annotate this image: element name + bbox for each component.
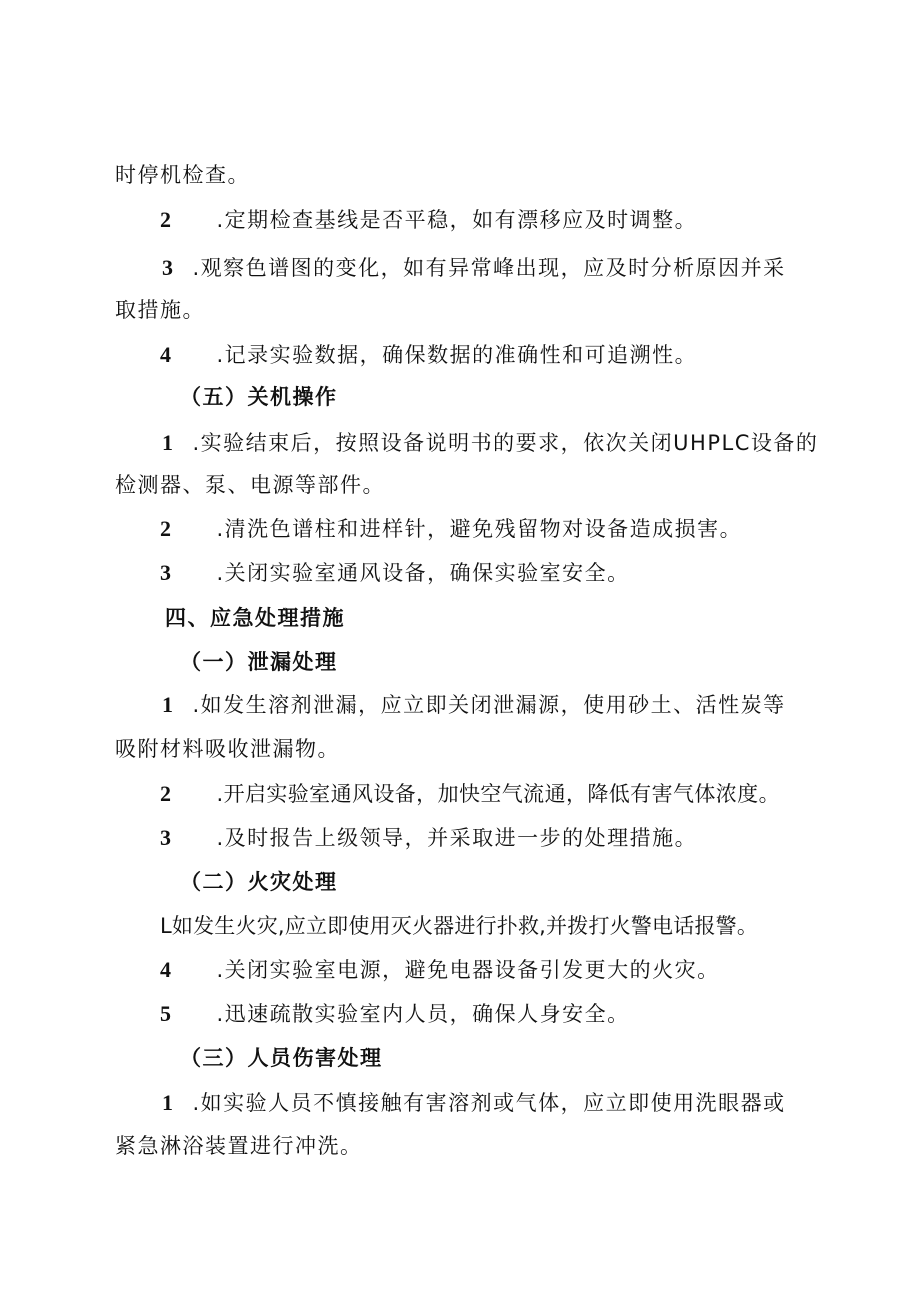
- list-text: .观察色谱图的变化，如有异常峰出现，应及时分析原因并采: [192, 256, 786, 280]
- paragraph-line: [115, 734, 340, 764]
- list-text-continued: 检测器、泵、电源等部件。: [115, 473, 385, 497]
- list-text: .如发生溶剂泄漏，应立即关闭泄漏源，使用砂土、活性炭等: [192, 693, 786, 717]
- paragraph-line: [115, 160, 250, 190]
- list-item: [160, 514, 742, 544]
- paragraph-line: [115, 470, 385, 500]
- list-text-continued: 取措施。: [115, 298, 205, 322]
- list-item: [162, 1088, 786, 1118]
- list-item: [160, 823, 697, 853]
- list-text: .迅速疏散实验室内人员，确保人身安全。: [216, 1002, 630, 1026]
- list-item: [160, 205, 697, 235]
- list-item: [160, 340, 697, 370]
- section-heading: [180, 647, 338, 677]
- list-item: [160, 911, 758, 941]
- list-text: .开启实验室通风设备，加快空气流通，降低有害气体浓度。: [216, 782, 780, 806]
- section-heading: [180, 1043, 383, 1073]
- section-heading-text: （一）泄漏处理: [180, 650, 338, 674]
- section-heading-text: （三）人员伤害处理: [180, 1046, 383, 1070]
- section-heading: [180, 382, 338, 412]
- list-text: .及时报告上级领导，并采取进一步的处理措施。: [216, 826, 698, 850]
- list-item: [162, 253, 786, 283]
- list-text-continued: 紧急淋浴装置进行冲洗。: [115, 1134, 363, 1158]
- paragraph-line: [115, 295, 205, 325]
- list-number: 3: [162, 255, 175, 280]
- section-heading-text: （五）关机操作: [180, 385, 338, 409]
- list-number: 2: [160, 781, 173, 806]
- list-text: .实验结束后，按照设备说明书的要求，依次关闭UHPLC设备的: [192, 431, 819, 455]
- list-number: 1: [162, 430, 175, 455]
- paragraph-text: 时停机检查。: [115, 163, 250, 187]
- chapter-heading: [165, 603, 345, 633]
- list-item: [160, 558, 630, 588]
- list-item: [162, 690, 786, 720]
- chapter-heading-text: 四、应急处理措施: [165, 606, 345, 630]
- list-number: 3: [160, 560, 173, 585]
- list-text: .清洗色谱柱和进样针，避免残留物对设备造成损害。: [216, 517, 743, 541]
- section-heading-text: （二）火灾处理: [180, 870, 338, 894]
- paragraph-line: [115, 1131, 363, 1161]
- list-text: .关闭实验室电源，避免电器设备引发更大的火灾。: [216, 958, 720, 982]
- list-item: [162, 428, 818, 458]
- list-item: [160, 955, 720, 985]
- list-number: 1: [162, 1090, 175, 1115]
- list-text: .如实验人员不慎接触有害溶剂或气体，应立即使用洗眼器或: [192, 1091, 786, 1115]
- list-text: .记录实验数据，确保数据的准确性和可追溯性。: [216, 343, 698, 367]
- list-item: [160, 999, 630, 1029]
- list-number: 3: [160, 825, 173, 850]
- list-item: [160, 779, 780, 809]
- list-text-continued: 吸附材料吸收泄漏物。: [115, 737, 340, 761]
- list-number: 4: [160, 957, 173, 982]
- list-number: 2: [160, 516, 173, 541]
- list-number: 5: [160, 1001, 173, 1026]
- list-text: .定期检查基线是否平稳，如有漂移应及时调整。: [216, 208, 698, 232]
- section-heading: [180, 867, 338, 897]
- list-number: 4: [160, 342, 173, 367]
- list-number: 1: [162, 692, 175, 717]
- list-text: L如发生火灾,应立即使用灭火器进行扑救,并拨打火警电话报警。: [160, 914, 759, 938]
- list-text: .关闭实验室通风设备，确保实验室安全。: [216, 561, 630, 585]
- list-number: 2: [160, 207, 173, 232]
